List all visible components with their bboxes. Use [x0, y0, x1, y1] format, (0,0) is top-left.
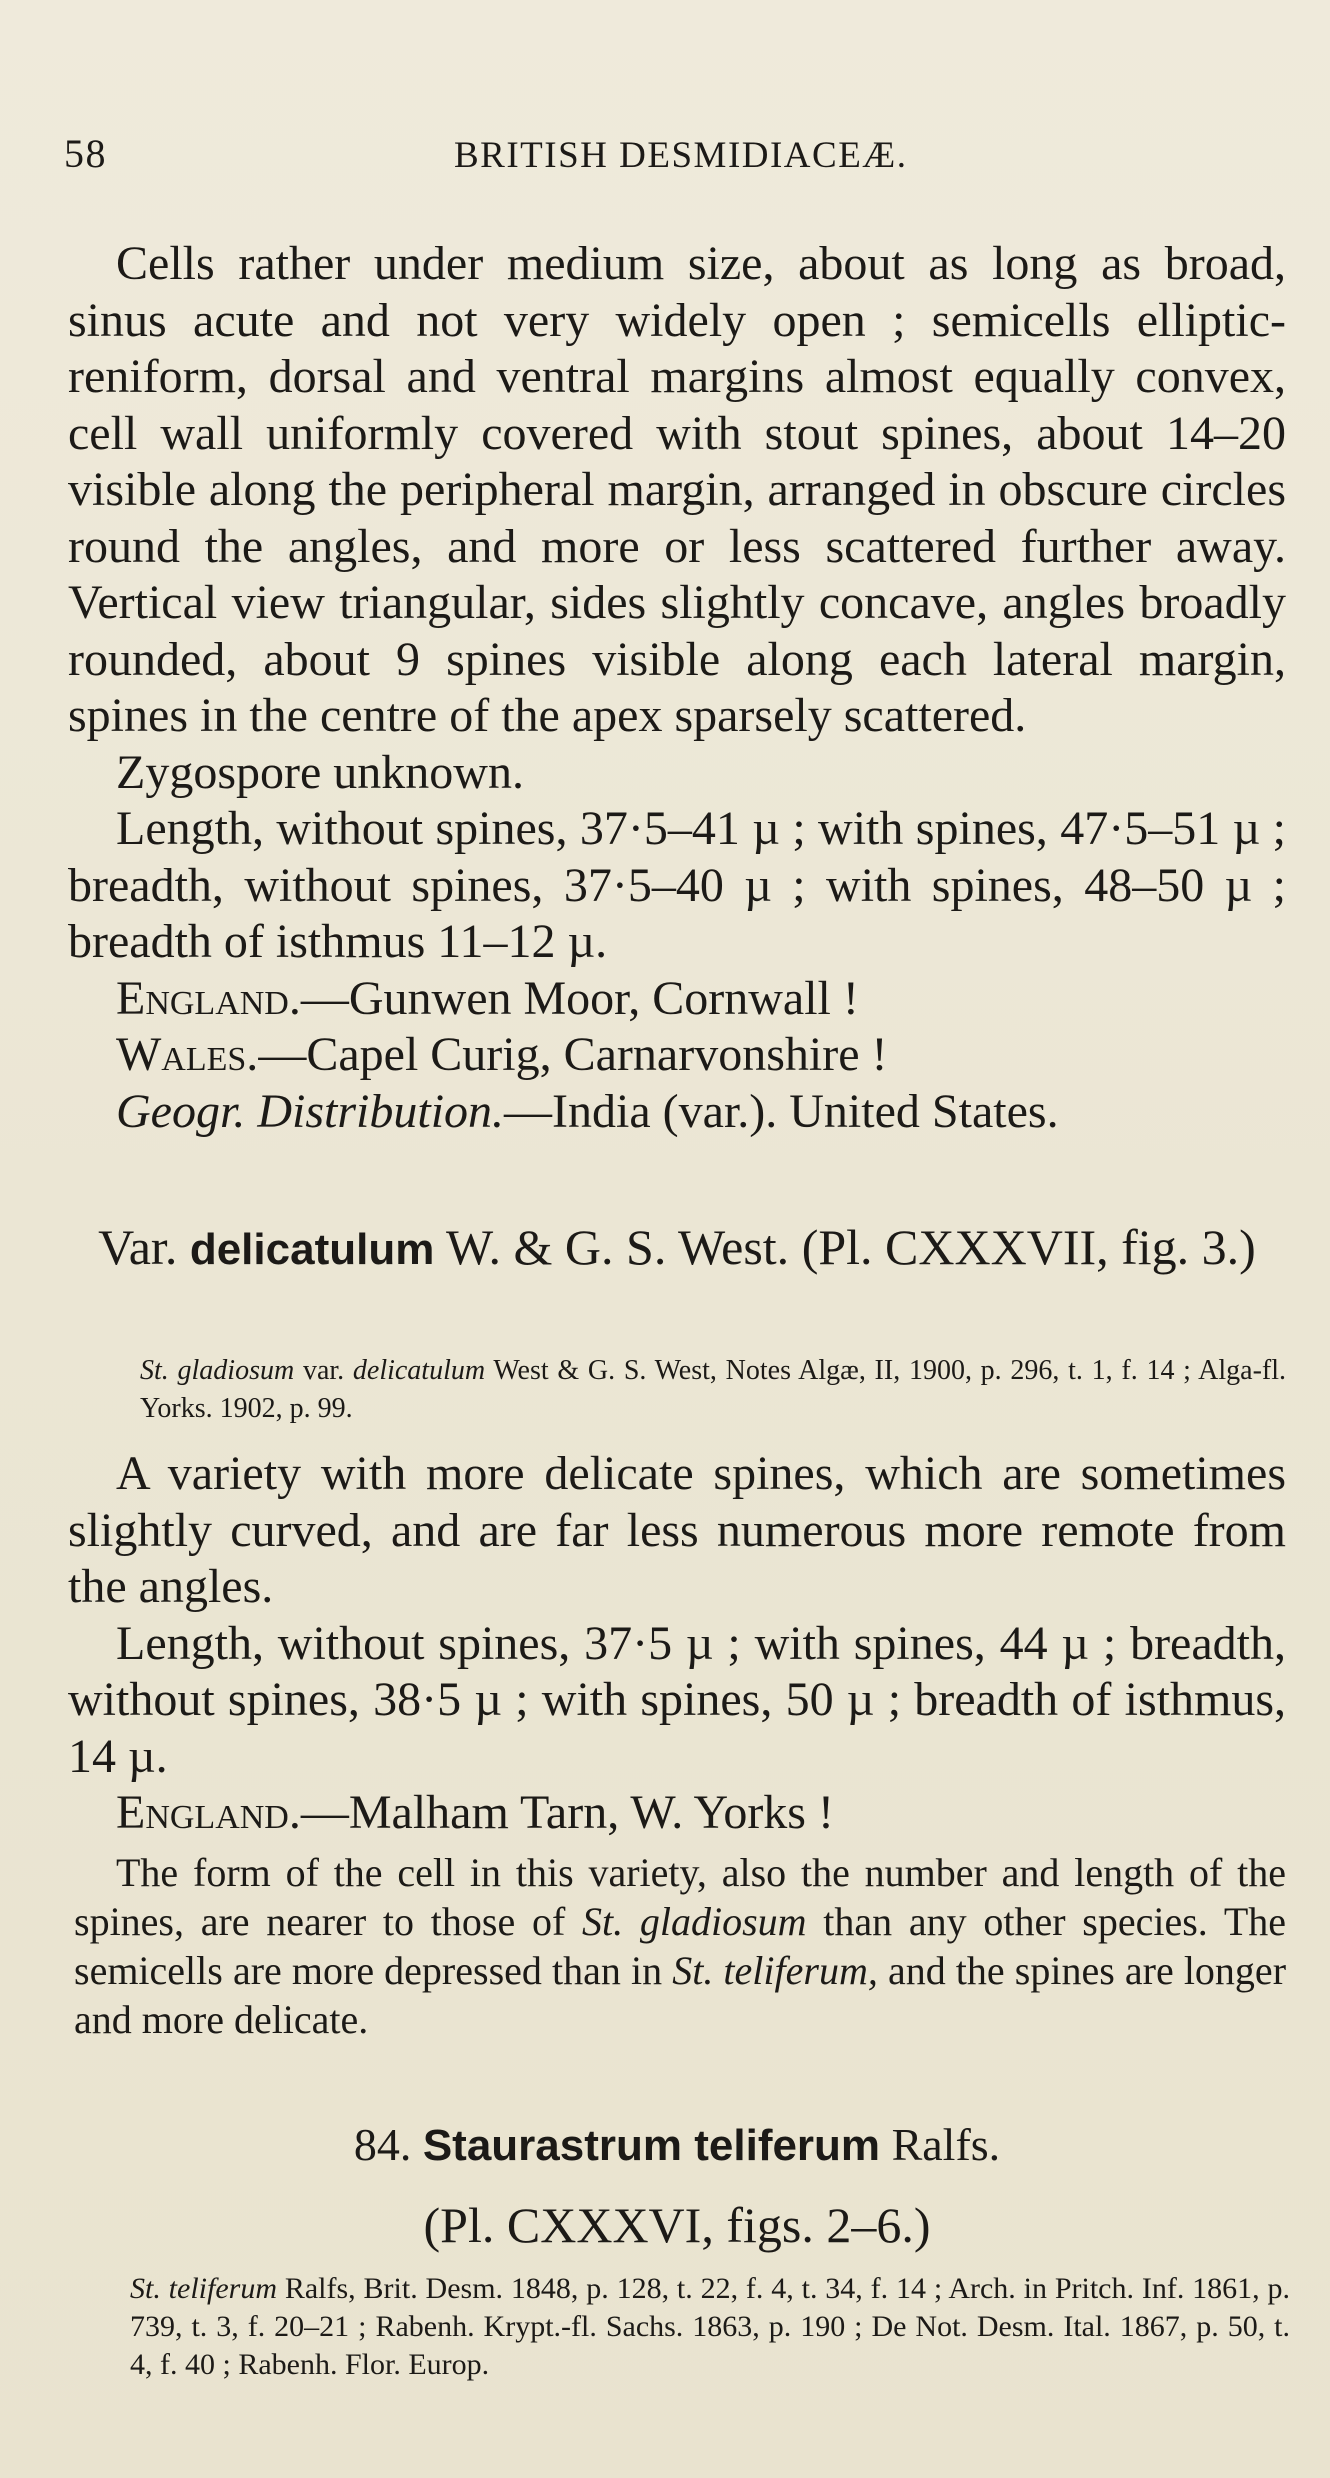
page-number: 58: [64, 131, 107, 176]
running-title: BRITISH DESMIDIACEÆ.: [454, 135, 908, 176]
species-heading: [68, 2118, 1286, 2173]
variety-synonymy: [140, 1352, 1286, 1428]
locality-wales: [68, 1027, 1286, 1084]
species-number: 84.: [353, 2119, 412, 2170]
geographic-distribution: [68, 1084, 1286, 1141]
species-synonymy: [130, 2270, 1290, 2384]
note-text: and the spines are longer and more delicate.: [74, 1948, 1287, 2042]
locality-region: England.: [116, 971, 301, 1025]
locality-region: Wales.: [116, 1028, 259, 1081]
species-author: Ralfs.: [891, 2119, 1001, 2170]
locality-place: —Gunwen Moor, Cornwall !: [300, 971, 859, 1025]
synonym-refs: West & G. S. West, Notes Algæ, II, 1900, p. 296, t. 1, f. 14 ; Alga-fl. Yorks. 1902, p. 99.: [140, 1355, 1286, 1424]
species-plate-ref: (Pl. CXXXVI, figs. 2–6.): [423, 2197, 931, 2253]
locality-place: —Malham Tarn, W. Yorks !: [300, 1786, 834, 1839]
distribution-label: Geogr. Distribution.: [116, 1084, 505, 1138]
page-header: [64, 130, 1304, 190]
synonym-var: var.: [302, 1355, 345, 1386]
note-taxon: St. teliferum,: [672, 1948, 878, 1993]
species-description-block: [68, 236, 1286, 1140]
variety-note: [74, 1848, 1286, 2044]
variety-description-block: [68, 1446, 1286, 1842]
locality-place: —Capel Curig, Carnarvonshire !: [258, 1028, 888, 1081]
variety-measurements: Length, without spines, 37·5 µ ; with spines, 44 µ ; breadth, without spines, 38·5 µ ; with spines, 50 µ ; breadth of isthmus, 14 µ.: [68, 1616, 1286, 1783]
variety-plate: (Pl. CXXXVII, fig. 3.): [801, 1219, 1256, 1275]
variety-locality: [68, 1785, 1286, 1842]
note-text: than any other species. The semicells are more depressed than in: [74, 1899, 1286, 1993]
synonym-taxon: St. teliferum: [130, 2272, 277, 2305]
locality-region: England.: [116, 1786, 301, 1839]
variety-prefix: Var.: [98, 1219, 178, 1275]
variety-name: delicatulum: [189, 1225, 435, 1274]
zygospore-note: Zygospore unknown.: [116, 745, 524, 799]
locality-england: [68, 971, 1286, 1028]
synonym-refs: Ralfs, Brit. Desm. 1848, p. 128, t. 22, f. 4, t. 34, f. 14 ; Arch. in Pritch. Inf. 1861, p. 739, t. 3, f. 20–21 ; Rabenh. Krypt.-fl. Sachs. 1863, p. 190 ; De Not. Desm. Ital. 1867, p. 50, t. 4, f. 40 ; Rabenh. Flor. Europ.: [130, 2272, 1291, 2381]
variety-authors: W. & G. S. West.: [445, 1219, 790, 1275]
note-text: The form of the cell in this variety, also the number and length of the spines, are nearer to those of: [74, 1850, 1286, 1944]
measurements: Length, without spines, 37·5–41 µ ; with spines, 47·5–51 µ ; breadth, without spines, 37·5–40 µ ; with spines, 48–50 µ ; breadth of isthmus 11–12 µ.: [68, 802, 1286, 968]
variety-description: A variety with more delicate spines, which are sometimes slightly curved, and are far less numerous more remote from the angles.: [68, 1447, 1286, 1613]
distribution-text: —India (var.). United States.: [504, 1084, 1059, 1138]
note-taxon: St. gladiosum: [582, 1899, 807, 1944]
species-name: Staurastrum teliferum: [422, 2121, 881, 2170]
cell-description: Cells rather under medium size, about as long as broad, sinus acute and not very widely open ; semicells elliptic-reniform, dorsal and ventral margins almost equally convex, cell wall uniformly covered with stout spines, about 14–20 visible along the peripheral margin, arranged in obscure circles round the angles, and more or less scattered further away. Vertical view triangular, sides slightly concave, angles broadly rounded, about 9 spines visible along each lateral margin, spines in the centre of the apex sparsely scattered.: [68, 237, 1286, 742]
variety-heading: [68, 1218, 1286, 1279]
synonym-taxon: St. gladiosum: [140, 1355, 295, 1386]
synonym-varname: delicatulum: [352, 1355, 486, 1386]
